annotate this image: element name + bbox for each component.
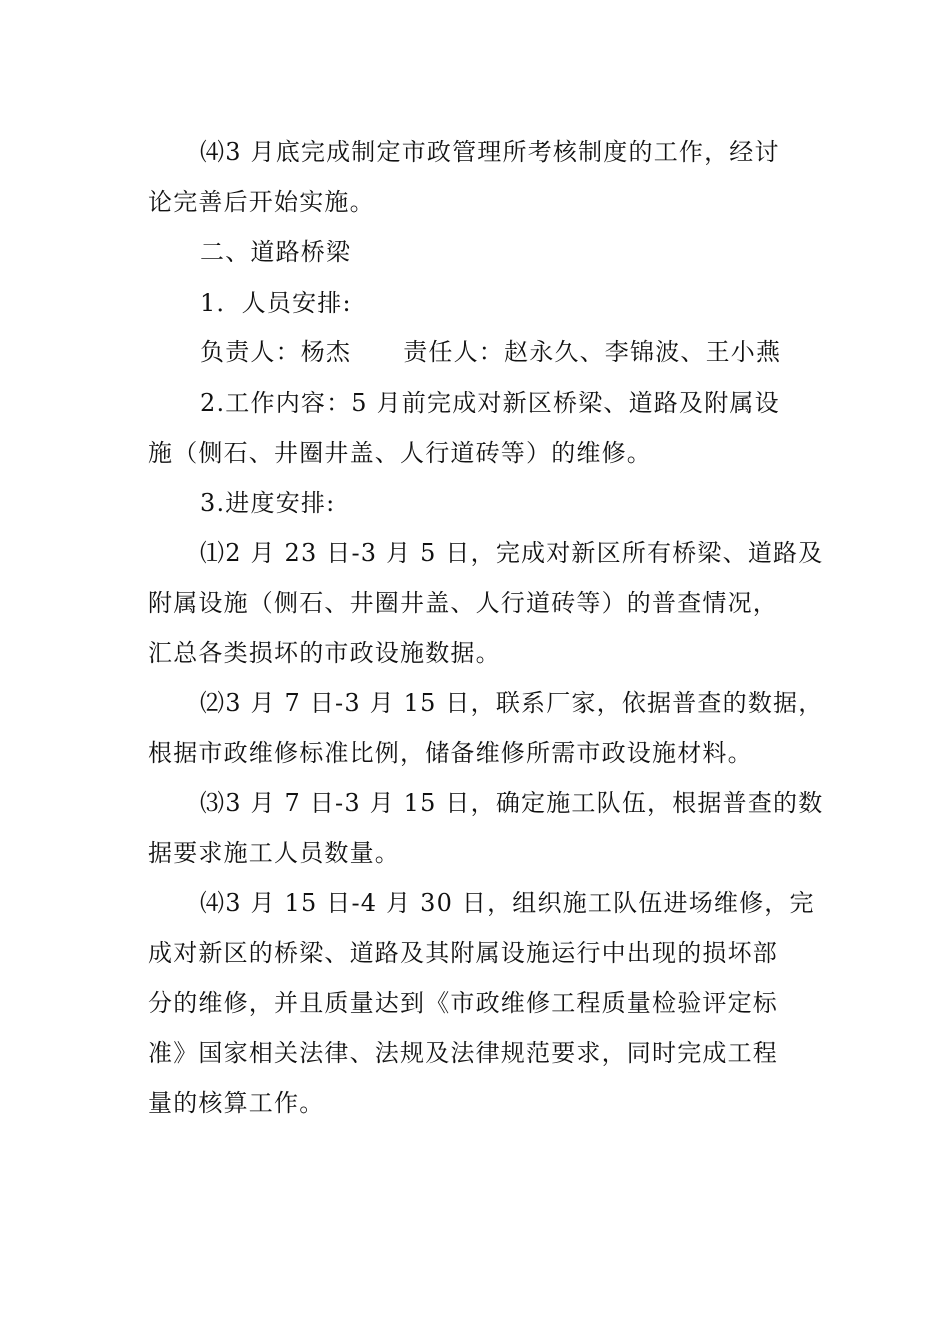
- paragraph-line: 施（侧石、井圈井盖、人行道砖等）的维修。: [148, 439, 652, 467]
- paragraph-line: 据要求施工人员数量。: [148, 839, 400, 867]
- paragraph-line: 准》国家相关法律、法规及法律规范要求，同时完成工程: [148, 1039, 778, 1067]
- paragraph-line: ⑶3 月 7 日-3 月 15 日，确定施工队伍，根据普查的数: [200, 789, 824, 817]
- paragraph-line: 附属设施（侧石、井圈井盖、人行道砖等）的普查情况，: [148, 589, 778, 617]
- paragraph-line: ⑴2 月 23 日-3 月 5 日，完成对新区所有桥梁、道路及: [200, 539, 824, 567]
- paragraph-line: 成对新区的桥梁、道路及其附属设施运行中出现的损坏部: [148, 939, 778, 967]
- paragraph-line: 根据市政维修标准比例，储备维修所需市政设施材料。: [148, 739, 753, 767]
- item-heading: 1．人员安排:: [200, 289, 352, 317]
- paragraph-line: 量的核算工作。: [148, 1089, 325, 1117]
- responsible-label: 责任人：赵永久、李锦波、王小燕: [403, 338, 782, 366]
- lead-label: 负责人：杨杰: [200, 338, 352, 366]
- paragraph-line: 分的维修，并且质量达到《市政维修工程质量检验评定标: [148, 989, 778, 1017]
- paragraph-line: 2.工作内容：5 月前完成对新区桥梁、道路及附属设: [200, 389, 780, 417]
- item-heading: 3.进度安排:: [200, 489, 336, 517]
- paragraph-line: 汇总各类损坏的市政设施数据。: [148, 639, 501, 667]
- paragraph-line: 论完善后开始实施。: [148, 188, 375, 216]
- paragraph-line: ⑷3 月 15 日-4 月 30 日，组织施工队伍进场维修，完: [200, 889, 815, 917]
- staff-line: [200, 336, 781, 368]
- paragraph-line: ⑵3 月 7 日-3 月 15 日，联系厂家，依据普查的数据，: [200, 689, 824, 717]
- paragraph-line: ⑷3 月底完成制定市政管理所考核制度的工作，经讨: [200, 138, 780, 166]
- section-heading: 二、道路桥梁: [200, 238, 352, 266]
